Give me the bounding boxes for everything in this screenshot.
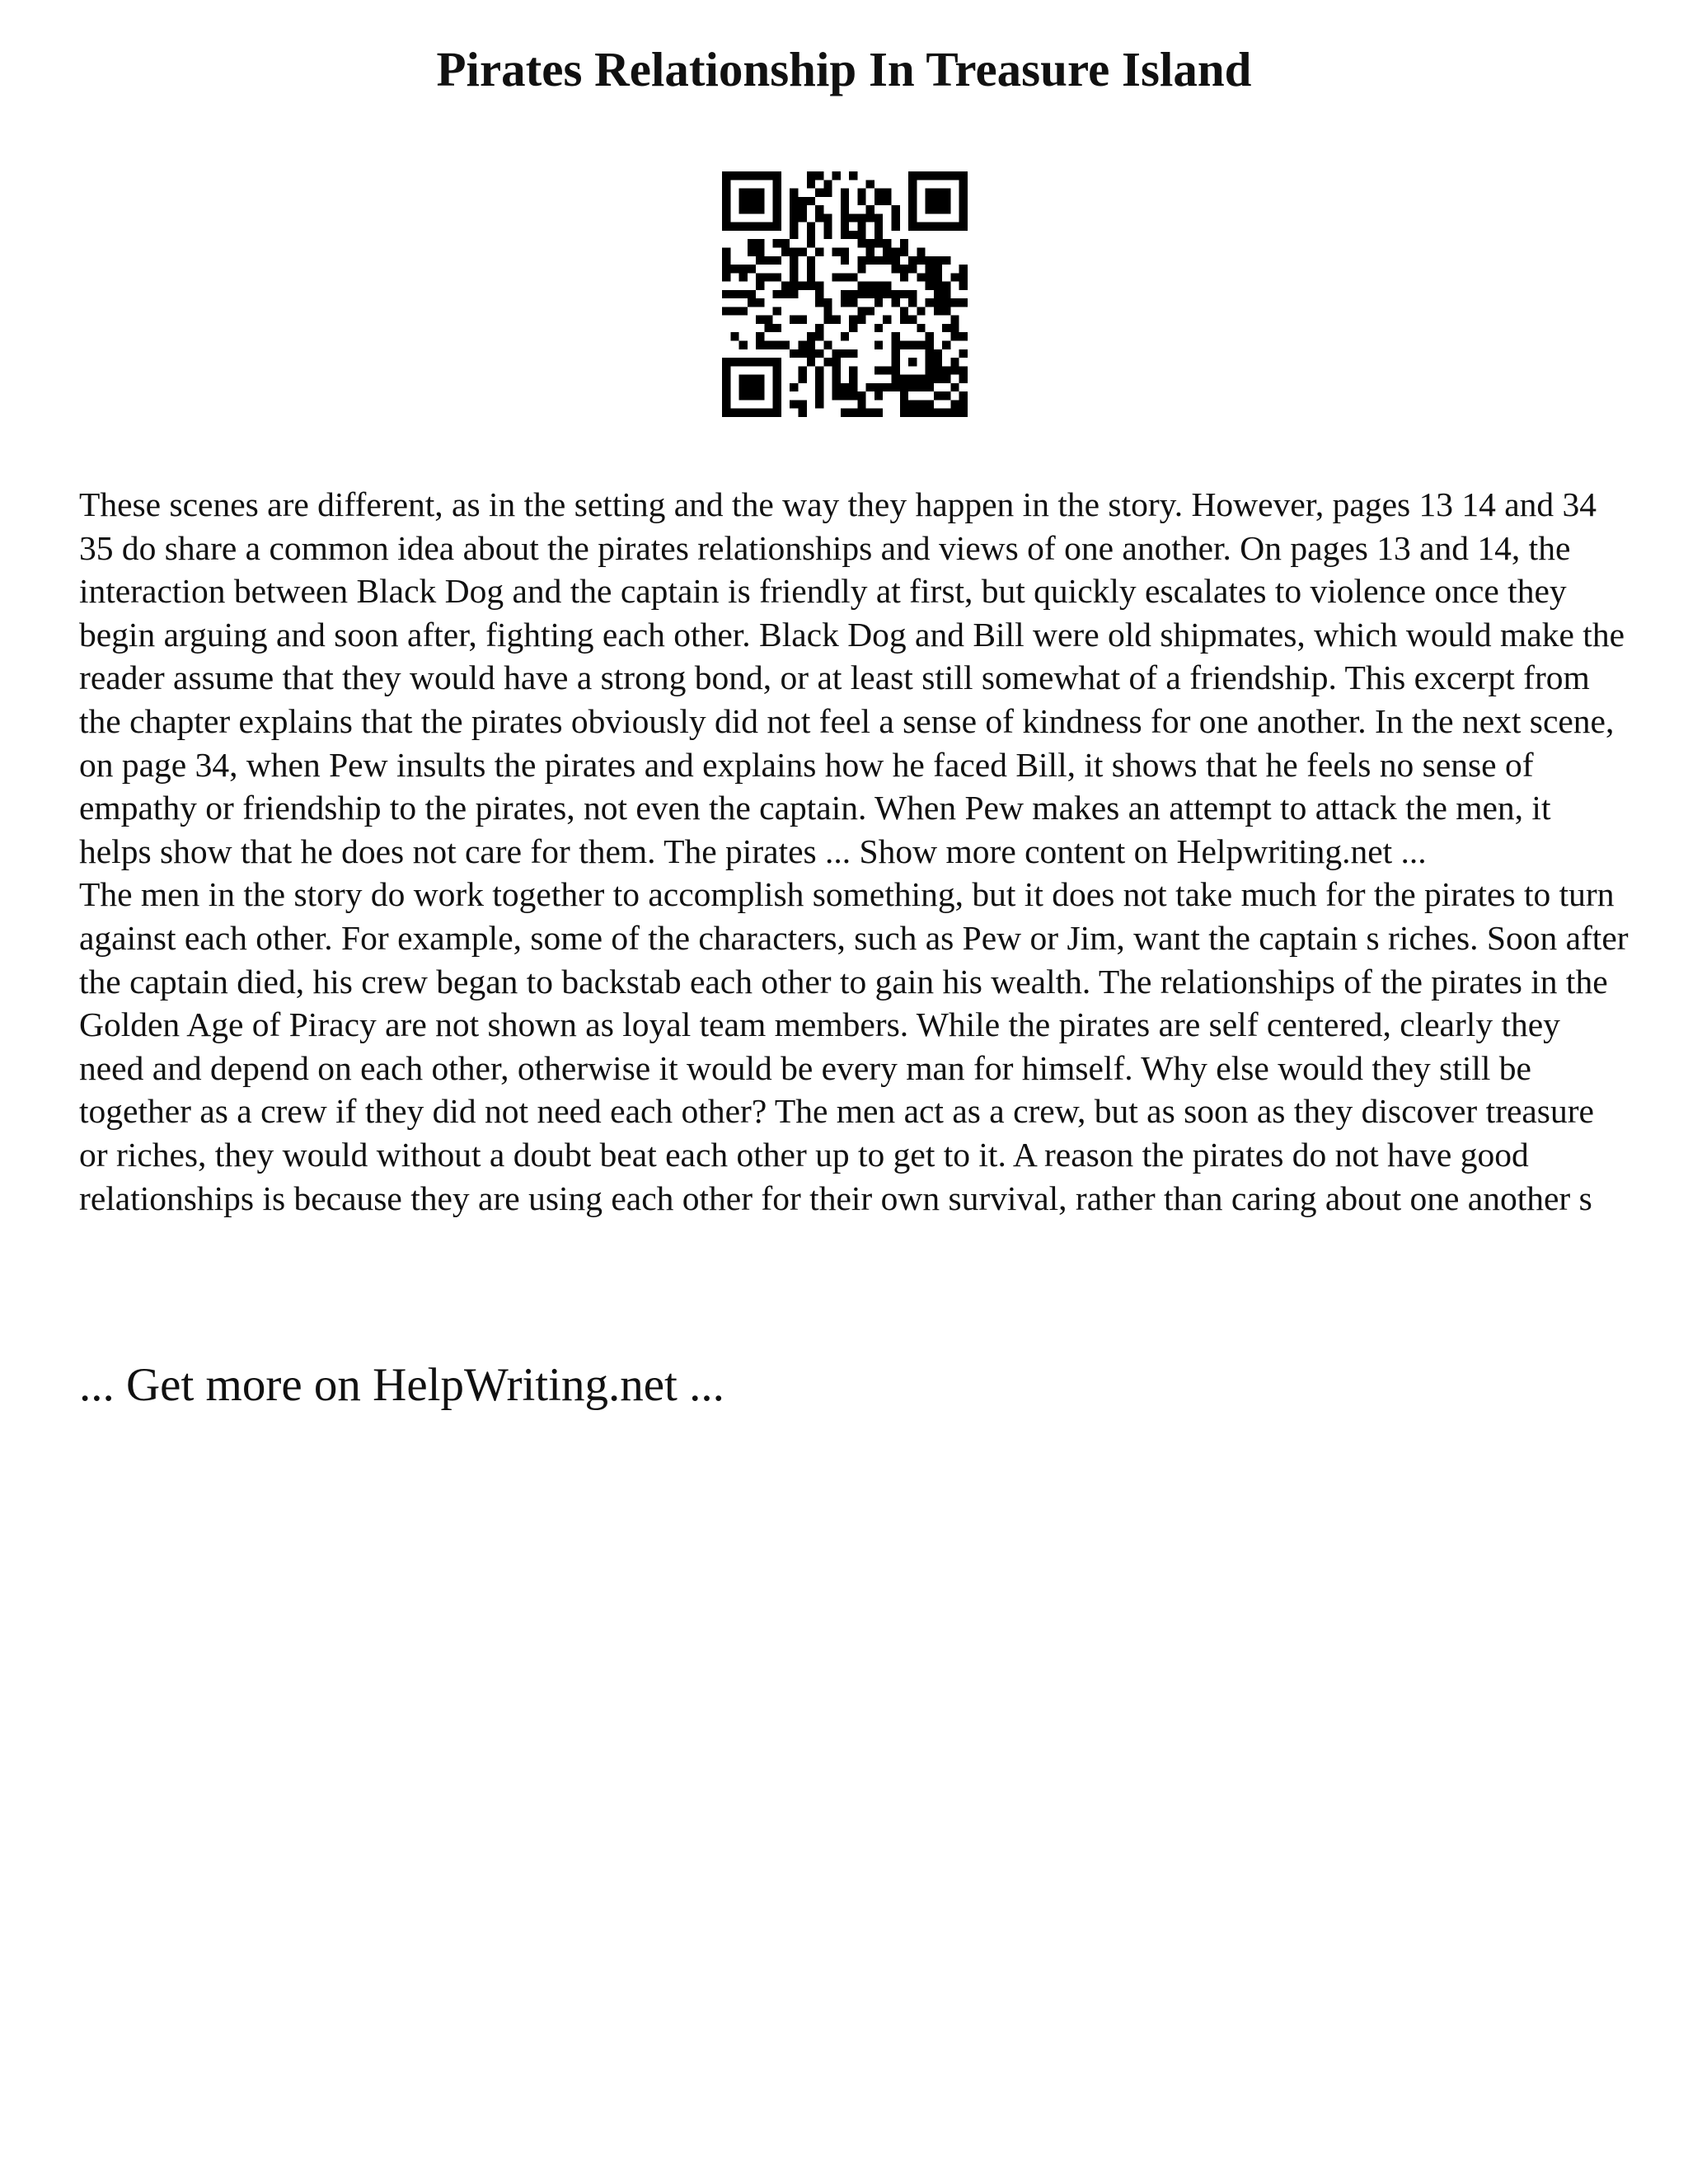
body-paragraph-1: These scenes are different, as in the setting and the way they happen in the story. However, pages 13 14 and 34 35 do share a common idea about the pirates relationships and views of one another. On pages 13 and 14, the interaction between Black Dog and the captain is friendly at first, but quickly escalates to violence once they begin arguing and soon after, fighting each other. Black Dog and Bill were old shipmates, which would make the reader assume that they would have a strong bond, or at least still somewhat of a friendship. This excerpt from the chapter explains that the pirates obviously did not feel a sense of kindness for one another. In the next scene, on page 34, when Pew insults the pirates and explains how he faced Bill, it shows that he feels no sense of empathy or friendship to the pirates, not even the captain. When Pew makes an attempt to attack the men, it helps show that he does not care for them. The pirates ... Show more content on Helpwriting.net ...: [79, 485, 1625, 870]
get-more-link[interactable]: ... Get more on HelpWriting.net ...: [79, 1359, 724, 1411]
qr-code-icon[interactable]: [722, 171, 968, 417]
page-title: Pirates Relationship In Treasure Island: [436, 42, 1252, 96]
body-paragraph-2: The men in the story do work together to accomplish something, but it does not take much for the pirates to turn against each other. For example, some of the characters, such as Pew or Jim, want the captain s riches. Soon after the captain died, his crew began to backstab each other to gain his wealth. The relationships of the pirates in the Golden Age of Piracy are not shown as loyal team members. While the pirates are self centered, clearly they need and depend on each other, otherwise it would be every man for himself. Why else would they still be together as a crew if they did not need each other? The men act as a crew, but as soon as they discover treasure or riches, they would without a doubt beat each other up to get to it. A reason the pirates do not have good relationships is because they are using each other for their own survival, rather than caring about one another s: [79, 875, 1629, 1217]
article-body: [79, 483, 1629, 1220]
